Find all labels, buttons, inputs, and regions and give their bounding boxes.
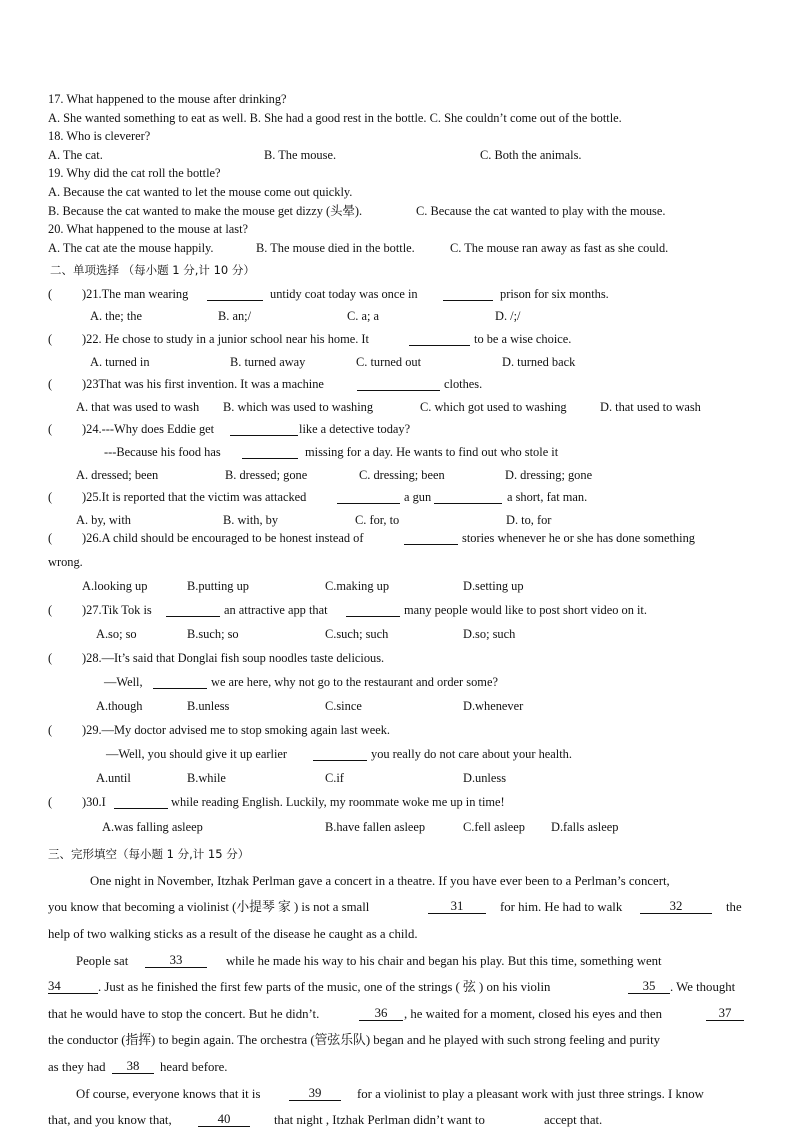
q21-text-3: prison for six months. [500,287,609,301]
q23-option-d: D. that used to wash [600,400,701,414]
passage-text: heard before. [160,1060,228,1074]
q30-text-2: while reading English. Luckily, my roommate woke me up in time! [171,795,505,809]
q24-option-b: B. dressed; gone [225,468,308,482]
q26-option-d: D.setting up [463,579,524,593]
q30-blank-1 [114,796,168,809]
q20-option-b: B. The mouse died in the bottle. [256,241,415,255]
answer-paren: ( [48,490,53,504]
section2-heading: 二、单项选择 （每小题 1 分,计 10 分） [50,263,255,277]
q28-option-d: D.whenever [463,699,524,713]
q28-text-1: )28.—It’s said that Donglai fish soup noodles taste delicious. [82,651,385,665]
answer-paren: ( [48,422,53,436]
q28-option-a: A.though [96,699,143,713]
q30-option-b: B.have fallen asleep [325,820,426,834]
q29-text-2: —Well, you should give it up earlier [106,747,288,761]
q27-text-1: )27.Tik Tok is [82,603,152,617]
q26-option-a: A.looking up [82,579,148,593]
answer-paren: ( [48,332,53,346]
q23-text-1: )23That was his first invention. It was a machine [82,377,324,391]
q19-option-b: B. Because the cat wanted to make the mouse get dizzy (头晕). [48,204,363,218]
q25-text-2: a gun [404,490,432,504]
q24-option-c: C. dressing; been [359,468,445,482]
q24-blank-2 [242,446,298,459]
q17-stem: 17. What happened to the mouse after drinking? [48,92,287,106]
q24-option-d: D. dressing; gone [505,468,593,482]
q24-text-1: )24.---Why does Eddie get [82,422,215,436]
q28-blank-1 [153,676,207,689]
passage-text: . We thought [670,980,736,994]
q19-option-a: A. Because the cat wanted to let the mouse come out quickly. [48,185,353,199]
blank-31: 31 [428,899,486,914]
passage-text: People sat [76,954,129,968]
q30-option-a: A.was falling asleep [102,820,203,834]
answer-paren: ( [48,377,53,391]
passage-text: for a violinist to play a pleasant work with just three strings. I know [357,1087,704,1101]
passage-text: while he made his way to his chair and began his play. But this time, something went [226,954,662,968]
passage-text: you know that becoming a violinist (小提琴 家 ) is not a small [48,900,370,914]
q25-option-d: D. to, for [506,513,552,527]
passage-text: accept that. [544,1113,603,1127]
q25-option-c: C. for, to [355,513,400,527]
q25-option-b: B. with, by [223,513,279,527]
blank-38: 38 [112,1059,154,1074]
q30-option-d: D.falls asleep [551,820,619,834]
q21-option-b: B. an;/ [218,309,252,323]
blank-40: 40 [198,1112,250,1127]
q22-option-a: A. turned in [90,355,150,369]
passage-p1-line1: One night in November, Itzhak Perlman gave a concert in a theatre. If you have ever been to a Perlman’s concert, [90,874,670,888]
q26-text-2: stories whenever he or she has done something [462,531,695,545]
q21-option-d: D. /;/ [495,309,521,323]
q29-option-b: B.while [187,771,226,785]
blank-32: 32 [640,899,712,914]
q23-blank-1 [357,378,440,391]
passage-text: that he would have to stop the concert. But he didn’t. [48,1007,320,1021]
passage-text: , he waited for a moment, closed his eyes and then [404,1007,662,1021]
q24-blank-1 [230,423,298,436]
q21-text-1: )21.The man wearing [82,287,189,301]
q23-option-c: C. which got used to washing [420,400,567,414]
q24-text-2: like a detective today? [299,422,411,436]
answer-paren: ( [48,531,53,545]
q22-option-b: B. turned away [230,355,306,369]
q22-blank-1 [409,333,470,346]
q27-option-d: D.so; such [463,627,516,641]
q23-option-b: B. which was used to washing [223,400,374,414]
q21-text-2: untidy coat today was once in [270,287,418,301]
q25-blank-1 [337,491,400,504]
passage-p2-line4: the conductor (指挥) to begin again. The orchestra (管弦乐队) began and he played with such strong feeling and purity [48,1033,661,1047]
q28-option-b: B.unless [187,699,230,713]
passage-text: that night , Itzhak Perlman didn’t want to [274,1113,485,1127]
q27-blank-2 [346,604,400,617]
q27-text-2: an attractive app that [224,603,328,617]
q22-text-1: )22. He chose to study in a junior school near his home. It [82,332,369,346]
q23-text-2: clothes. [444,377,483,391]
passage-text: Of course, everyone knows that it is [76,1087,261,1101]
passage-text: that, and you know that, [48,1113,172,1127]
q22-text-2: to be a wise choice. [474,332,572,346]
q20-stem: 20. What happened to the mouse at last? [48,222,249,236]
q18-option-a: A. The cat. [48,148,103,162]
q24-text-3: ---Because his food has [104,445,221,459]
q18-option-b: B. The mouse. [264,148,337,162]
passage-text: . Just as he finished the first few parts of the music, one of the strings ( 弦 ) on his violin [98,980,551,994]
q30-text-1: )30.I [82,795,106,809]
q29-text-1: )29.—My doctor advised me to stop smoking again last week. [82,723,390,737]
q29-option-c: C.if [325,771,344,785]
answer-paren: ( [48,795,53,809]
q19-stem: 19. Why did the cat roll the bottle? [48,166,221,180]
q26-blank-1 [404,532,458,545]
section3-heading: 三、完形填空（每小题 1 分,计 15 分） [48,847,250,861]
q20-option-c: C. The mouse ran away as fast as she could. [450,241,669,255]
q27-option-b: B.such; so [187,627,239,641]
q23-option-a: A. that was used to wash [76,400,200,414]
blank-39: 39 [289,1086,341,1101]
q18-option-c: C. Both the animals. [480,148,582,162]
q17-options: A. She wanted something to eat as well. B. She had a good rest in the bottle. C. She couldn’t come out of the bottle. [48,111,622,125]
q26-text-1: )26.A child should be encouraged to be honest instead of [82,531,364,545]
blank-35: 35 [628,979,670,994]
q22-option-d: D. turned back [502,355,576,369]
answer-paren: ( [48,723,53,737]
answer-paren: ( [48,287,53,301]
q29-option-d: D.unless [463,771,507,785]
q20-option-a: A. The cat ate the mouse happily. [48,241,214,255]
passage-p1-line3: help of two walking sticks as a result of the disease he caught as a child. [48,927,418,941]
q28-text-3: we are here, why not go to the restaurant and order some? [211,675,498,689]
passage-text: the [726,900,742,914]
q29-text-3: you really do not care about your health. [371,747,572,761]
passage-text: as they had [48,1060,106,1074]
q18-stem: 18. Who is cleverer? [48,129,151,143]
q28-option-c: C.since [325,699,362,713]
q24-text-4: missing for a day. He wants to find out who stole it [305,445,559,459]
answer-paren: ( [48,603,53,617]
q24-option-a: A. dressed; been [76,468,159,482]
q21-option-a: A. the; the [90,309,142,323]
q25-blank-2 [434,491,502,504]
q26-option-b: B.putting up [187,579,249,593]
q26-option-c: C.making up [325,579,390,593]
q25-text-3: a short, fat man. [507,490,588,504]
q25-option-a: A. by, with [76,513,131,527]
q27-text-3: many people would like to post short video on it. [404,603,647,617]
q29-option-a: A.until [96,771,131,785]
q22-option-c: C. turned out [356,355,422,369]
q30-option-c: C.fell asleep [463,820,525,834]
q29-blank-1 [313,748,367,761]
passage-text: for him. He had to walk [500,900,623,914]
q26-continued: wrong. [48,555,83,569]
q25-text-1: )25.It is reported that the victim was attacked [82,490,307,504]
q21-option-c: C. a; a [347,309,379,323]
q27-option-c: C.such; such [325,627,389,641]
answer-paren: ( [48,651,53,665]
blank-34: 34 [48,979,98,994]
q28-text-2: —Well, [104,675,143,689]
q27-blank-1 [166,604,220,617]
blank-37: 37 [706,1006,744,1021]
blank-33: 33 [145,953,207,968]
q19-option-c: C. Because the cat wanted to play with the mouse. [416,204,666,218]
blank-36: 36 [359,1006,403,1021]
q21-blank-2 [443,288,493,301]
q27-option-a: A.so; so [96,627,137,641]
q21-blank-1 [207,288,263,301]
